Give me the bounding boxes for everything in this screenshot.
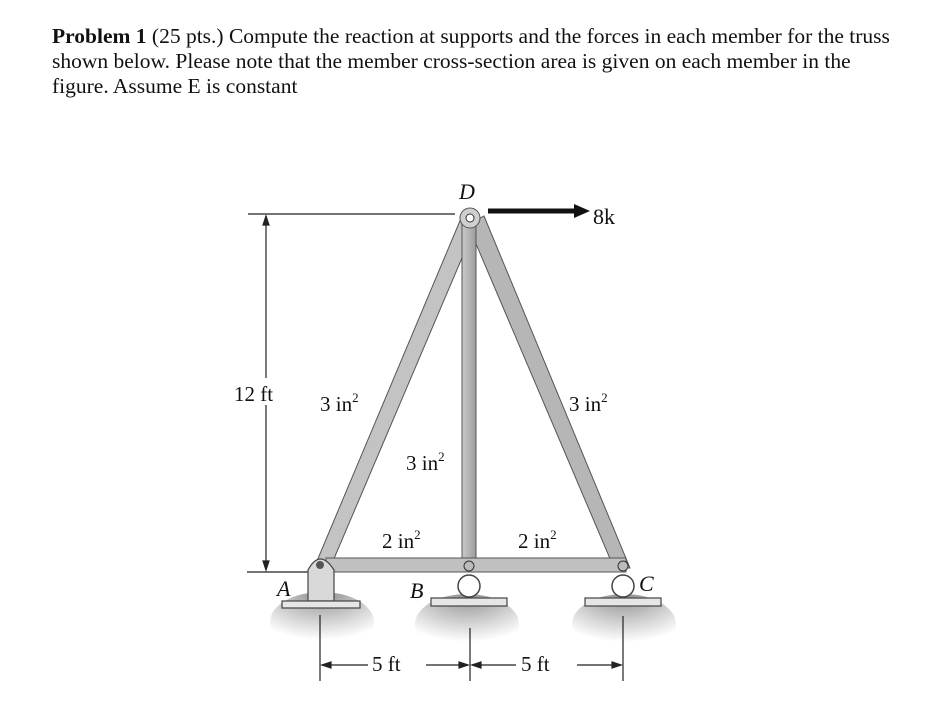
member-bd bbox=[462, 220, 476, 563]
area-bc-label: 2 $in^2$ bbox=[518, 527, 557, 553]
node-label-c: C bbox=[639, 571, 654, 596]
area-ad-label: 3 $in^2$ bbox=[320, 390, 359, 416]
span-left-label: 5 ft bbox=[372, 652, 401, 676]
pin-a bbox=[316, 561, 324, 569]
node-label-a: A bbox=[277, 576, 291, 601]
joint-b-pin bbox=[464, 561, 474, 571]
height-dim-label: 12 ft bbox=[234, 382, 274, 406]
node-label-b: B bbox=[410, 578, 424, 603]
load-label: 8k bbox=[593, 204, 615, 229]
span-arrow-3 bbox=[472, 662, 481, 668]
height-arrow-top bbox=[263, 216, 269, 225]
problem-heading: Problem 1 bbox=[52, 24, 147, 48]
joint-c-pin bbox=[618, 561, 628, 571]
problem-body: Compute the reaction at supports and the forces in each member for the truss shown below. Please note that the member cross-section area is given on each member in the figure. Assume E is constant bbox=[52, 24, 890, 98]
span-right-label: 5 ft bbox=[521, 652, 550, 676]
member-abc bbox=[326, 558, 626, 572]
span-arrow-2 bbox=[459, 662, 468, 668]
span-arrow-4 bbox=[612, 662, 621, 668]
height-arrow-bottom bbox=[263, 561, 269, 570]
problem-points: (25 pts.) bbox=[151, 24, 224, 48]
rocker-b bbox=[458, 575, 480, 597]
support-b-base bbox=[431, 598, 507, 606]
area-ab-label: 2 $in^2$ bbox=[382, 527, 421, 553]
span-arrow-1 bbox=[322, 662, 331, 668]
area-cd-label: 3 $in^2$ bbox=[569, 390, 608, 416]
rocker-c bbox=[612, 575, 634, 597]
joint-d-pin bbox=[466, 214, 474, 222]
support-c-base bbox=[585, 598, 661, 606]
support-a-base bbox=[282, 601, 360, 608]
area-bd-label: 3 $in^2$ bbox=[406, 449, 445, 475]
load-arrow-icon bbox=[574, 204, 590, 218]
node-label-d: D bbox=[459, 179, 475, 204]
